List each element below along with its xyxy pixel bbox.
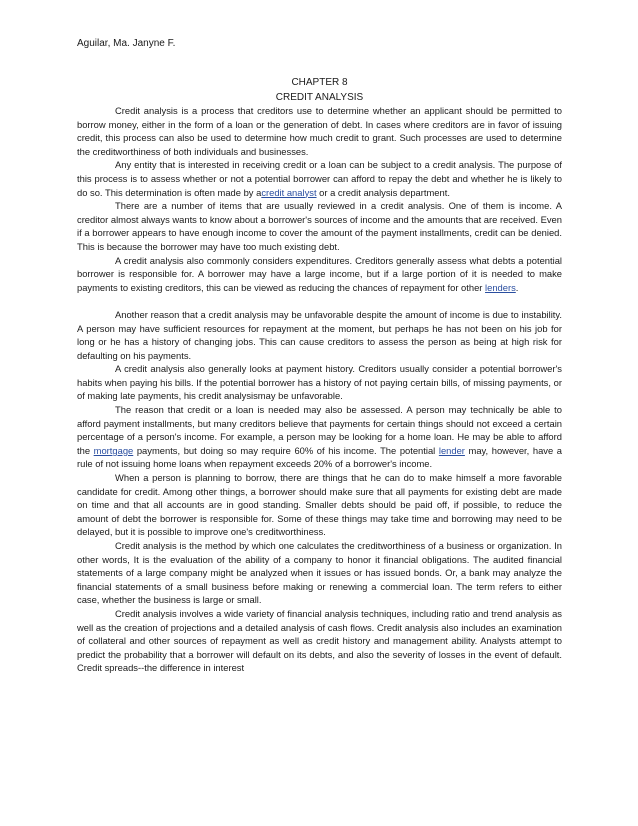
mortgage-link[interactable]: mortgage — [93, 444, 134, 456]
paragraph-7 — [77, 403, 562, 471]
chapter-heading — [77, 75, 562, 105]
paragraph-10: Credit analysis involves a wide variety of financial analysis techniques, including ratio and trend analysis as well as the creation of projections and a detailed analysis of cash flows. Credit analysis also includes an examination of collateral and other sources of repayment as well as credit history and management ability. Analysts attempt to predict the probability that a borrower will default on its debts, and also the severity of losses in the event of default. Credit spreads--the difference in interest — [77, 607, 562, 674]
paragraph-1: Credit analysis is a process that creditors use to determine whether an applicant should be permitted to borrow money, either in the form of a loan or the generation of debt. In cases where creditors are in favor of issuing credit, this process can also be used to determine how much credit to grant. Such processes are used to determine the creditworthiness of both individuals and businesses. — [77, 105, 562, 157]
paragraph-4-tail: . — [515, 281, 519, 293]
author-name: Aguilar, Ma. Janyne F. — [77, 38, 176, 49]
paragraph-4 — [77, 254, 562, 295]
paragraph-7-middle: payments, but doing so may require 60% of his income. The potential — [133, 444, 439, 456]
paragraph-5: Another reason that a credit analysis may be unfavorable despite the amount of income is due to instability. A person may have sufficient resources for repayment at the moment, but perhaps he has not been on his job for long or he has a history of changing jobs. This can cause creditors to assess the person as being at high risk for defaulting on his payments. — [77, 308, 562, 361]
paragraph-7-text: The reason that credit or a loan is needed may also be assessed. A person may technically be able to afford payment installments, but many creditors believe that payments for certain things should not exceed a certain percentage of a person's income. For example, a person may be looking for a home loan. He may be able to afford the — [77, 404, 562, 456]
paragraph-8: When a person is planning to borrow, there are things that he can do to make himself a more favorable candidate for credit. Among other things, a borrower should make sure that all payments for existing debt are made on time and that all accounts are in good standing. Smaller debts should be paid off, if possible, to reduce the amount of debt the borrower is responsible for. Some of these things may take time and borrowing may need to be delayed, but it is possible to improve one's creditworthiness. — [77, 472, 562, 538]
paragraph-3: There are a number of items that are usually reviewed in a credit analysis. One of them is income. A creditor almost always wants to know about a borrower's sources of income and the amounts that are received. Even if a borrower appears to have enough income to cover the amount of the payment installments, credit can be denied. This is because the borrower may have too much existing debt. — [77, 200, 562, 252]
paragraph-6: A credit analysis also generally looks at payment history. Creditors usually consider a potential borrower's habits when paying his bills. If the potential borrower has a history of not paying certain bills, of missing payments, or of making late payments, his credit analysismay be unfavorable. — [77, 363, 562, 402]
paragraph-4-text: A credit analysis also commonly considers expenditures. Creditors generally assess what debts a potential borrower is responsible for. A borrower may have a large income, but if a large portion of it is needed to make payments to existing creditors, this can be viewed as reducing the chances of repayment for other — [77, 254, 562, 293]
paragraph-7-tail: may, however, have a rule of not issuing home loans when repayment exceeds 20% of a borrower's income. — [77, 444, 562, 470]
document-body — [77, 104, 562, 675]
paragraph-9: Credit analysis is the method by which one calculates the creditworthiness of a business or organization. In other words, It is the evaluation of the ability of a company to honor it financial obligations. The audited financial statements of a large company might be analyzed when it issues or has issued bonds. Or, a bank may analyze the financial statements of a small business before making or renewing a commercial loan. The term refers to either case, whether the business is large or small. — [77, 540, 562, 606]
paragraph-2-tail: or a credit analysis department. — [316, 186, 450, 198]
lender-link[interactable]: lender — [438, 444, 465, 456]
paragraph-2-text: Any entity that is interested in receiving credit or a loan can be subject to a credit analysis. The purpose of this process is to assess whether or not a potential borrower can afford to repay the debt and whether he is likely to do so. This determination is often made by a — [77, 159, 562, 198]
paragraph-2 — [77, 158, 562, 199]
chapter-title: CREDIT ANALYSIS — [275, 92, 364, 103]
credit-analyst-link[interactable]: credit analyst — [261, 186, 317, 198]
lenders-link[interactable]: lenders — [485, 281, 516, 293]
chapter-number: CHAPTER 8 — [291, 77, 348, 88]
